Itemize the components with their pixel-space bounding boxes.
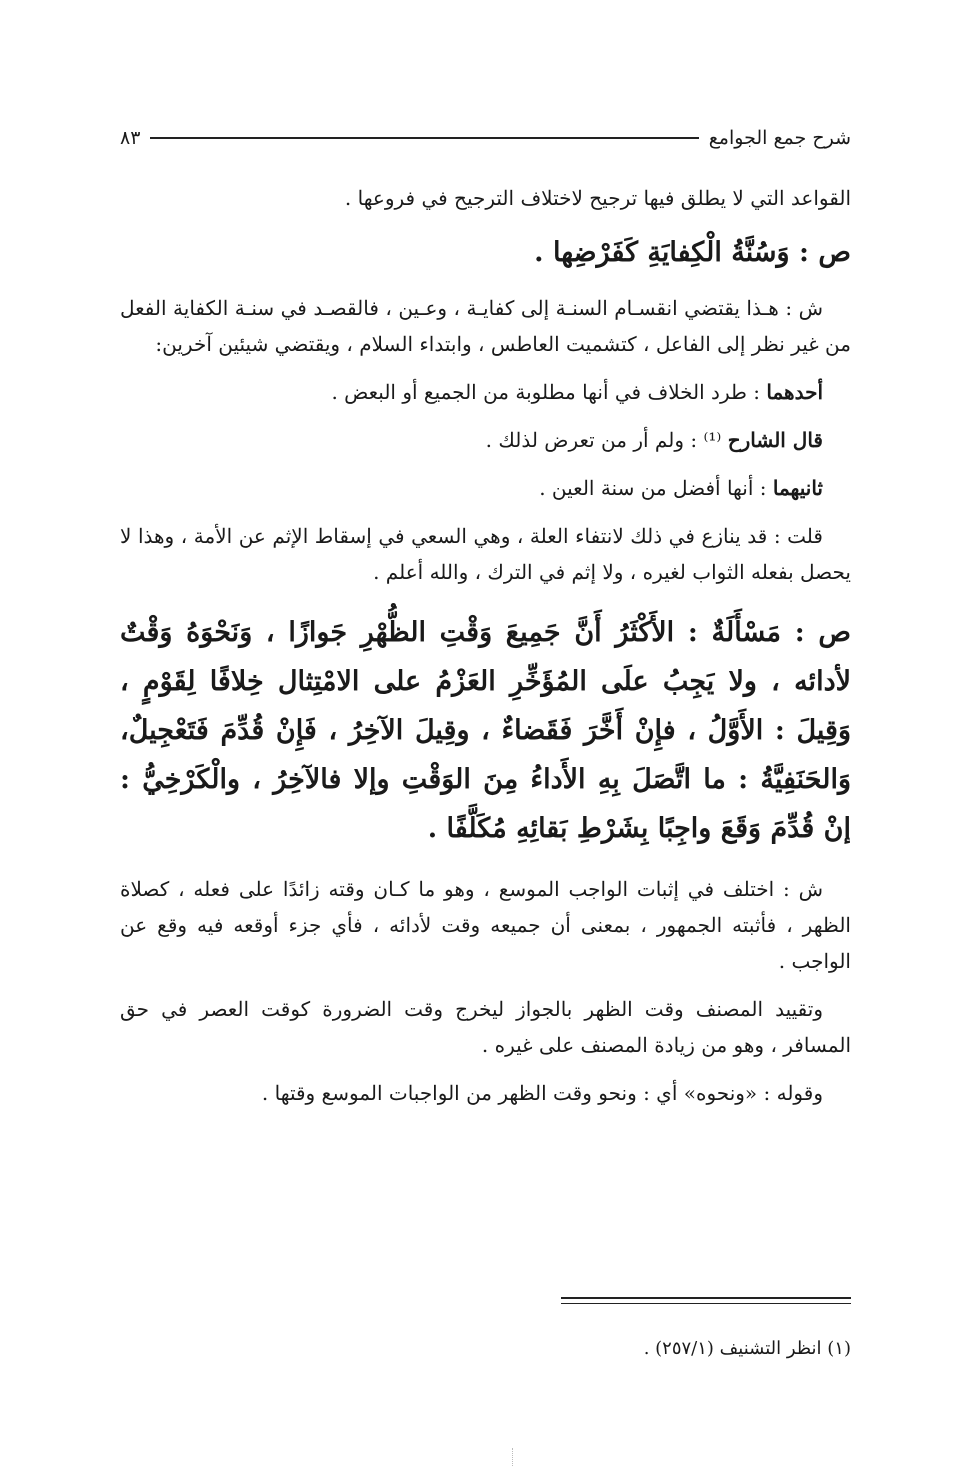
footnote-ref[interactable]: ⁽¹⁾ [703,428,728,452]
paragraph: ش : هـذا يقتضي انقسـام السنـة إلى كفايـة ، وعـين ، فالقصـد في سنـة الكفاية الفعل من غير نظر إلى الفاعل ، كتشميت العاطس ، وابتداء السلام ، ويقتضي شيئين آخرين: [120,296,851,356]
list-item [120,422,851,458]
running-header [120,118,851,158]
paragraph: ش : اختلف في إثبات الواجب الموسع ، وهو ما كـان وقته زائدًا على فعله ، كصلاة الظهر ، فأثبته الجمهور ، بمعنى أن جميعه وقت لأدائه ، فأي جزء أوقعه فيه وقع عن الواجب . [120,877,851,973]
list-item [120,470,851,506]
paragraph: وتقييد المصنف وقت الظهر بالجواز ليخرج وقت الضرورة كوقت العصر في حق المسافر ، وهو من زيادة المصنف على غيره . [120,997,851,1057]
paragraph: قلت : قد ينازع في ذلك لانتفاء العلة ، وهي السعي في إسقاط الإثم عن الأمة ، وهذا لا يحصل بفعله الثواب لغيره ، ولا إثم في الترك ، والله أعلم . [120,524,851,584]
page-body [120,180,851,1111]
item-lead: قال الشارح [727,428,823,452]
matn-text: ص : وَسُنَّةُ الْكِفايَةِ كَفَرْضِها . [534,237,851,268]
paragraph: وقوله : «ونحوه» أي : ونحو وقت الظهر من الواجبات الموسع وقتها . [261,1081,823,1105]
item-lead: أحدهما [766,380,823,404]
item-text: : ولم أر من تعرض لذلك . [485,428,704,452]
footnote-rule [561,1297,851,1299]
list-item [120,374,851,410]
footnote-rule [561,1303,851,1304]
footnote: (١) انظر التشنيف (٢٥٧/١) . [643,1338,851,1359]
book-title: شرح جمع الجوامع [708,127,851,149]
page-number: ٨٣ [120,127,141,149]
scan-mark [512,1448,517,1466]
item-text: : أنها أفضل من سنة العين . [539,476,773,500]
matn-text: ص : مَسْأَلَةٌ : الأَكْثَرُ أَنَّ جَمِيعَ وَقْتِ الظُّهْرِ جَوازًا ، وَنَحْوَهُ وَقْتٌ لأدائه ، ولا يَجِبُ علَى المُؤَخِّرِ العَزْمُ على الامْتِثال خِلافًا لِقَوْمٍ ، وَقِيلَ : الأَوَّلُ ، فإِنْ أَخَّرَ فَقَضاءٌ ، وقِيلَ الآخِرُ ، فَإِنْ قُدِّمَ فَتَعْجِيلٌ، وَالحَنَفِيَّةُ : ما اتَّصَلَ بِهِ الأَداءُ مِنَ الوَقْتِ وإلا فالآخِرُ ، والْكَرْخِيُّ : إنْ قُدِّمَ وَقَعَ واجِبًا بِشَرْطِ بَقائِهِ مُكَلَّفًا . [120,617,851,844]
book-page [120,0,851,1477]
paragraph: القواعد التي لا يطلق فيها ترجيح لاختلاف الترجيح في فروعها . [344,186,851,210]
footnotes [120,1297,851,1364]
item-lead: ثانيهما [772,476,823,500]
item-text: : طرد الخلاف في أنها مطلوبة من الجميع أو البعض . [331,380,767,404]
header-rule [150,137,698,139]
